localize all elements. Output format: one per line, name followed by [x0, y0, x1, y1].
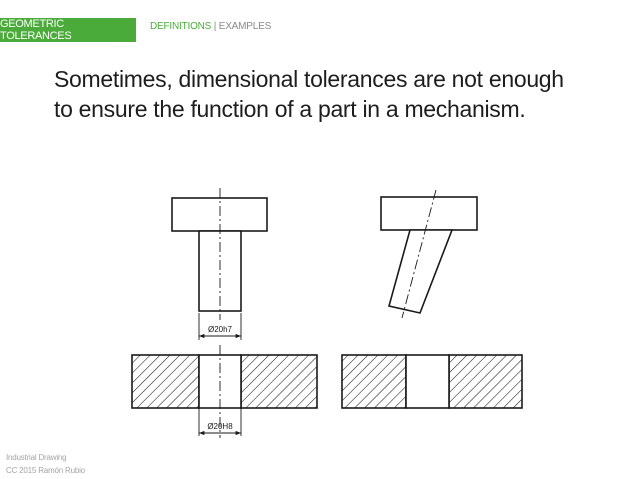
heading-line-1: Sometimes, dimensional tolerances are not enough: [54, 66, 564, 92]
section-tag-label: GEOMETRIC TOLERANCES: [0, 18, 72, 42]
tilted-shaft-body: [389, 230, 452, 313]
shaft-dimension-label: Ø20h7: [207, 325, 233, 334]
nav-separator: |: [213, 21, 217, 32]
straight-shaft: [172, 188, 267, 320]
tilted-shaft: [381, 190, 477, 318]
left-plate-left-section: [132, 355, 199, 408]
nav-item-definitions[interactable]: DEFINITIONS: [150, 21, 212, 32]
heading-line-2: to ensure the function of a part in a mechanism.: [54, 96, 526, 122]
footer-course: Industrial Drawing: [6, 453, 67, 462]
right-plate: [342, 355, 522, 408]
footer-license: CC 2015 Ramón Rubio: [6, 466, 85, 475]
hole-dimension-label: Ø20H8: [207, 422, 233, 431]
right-plate-right-section: [449, 355, 522, 408]
left-plate-right-section: [241, 355, 317, 408]
right-plate-hole: [406, 355, 449, 408]
right-plate-left-section: [342, 355, 406, 408]
nav-item-examples[interactable]: EXAMPLES: [218, 21, 272, 32]
straight-shaft-head: [172, 198, 267, 231]
tilted-shaft-head: [381, 197, 477, 230]
